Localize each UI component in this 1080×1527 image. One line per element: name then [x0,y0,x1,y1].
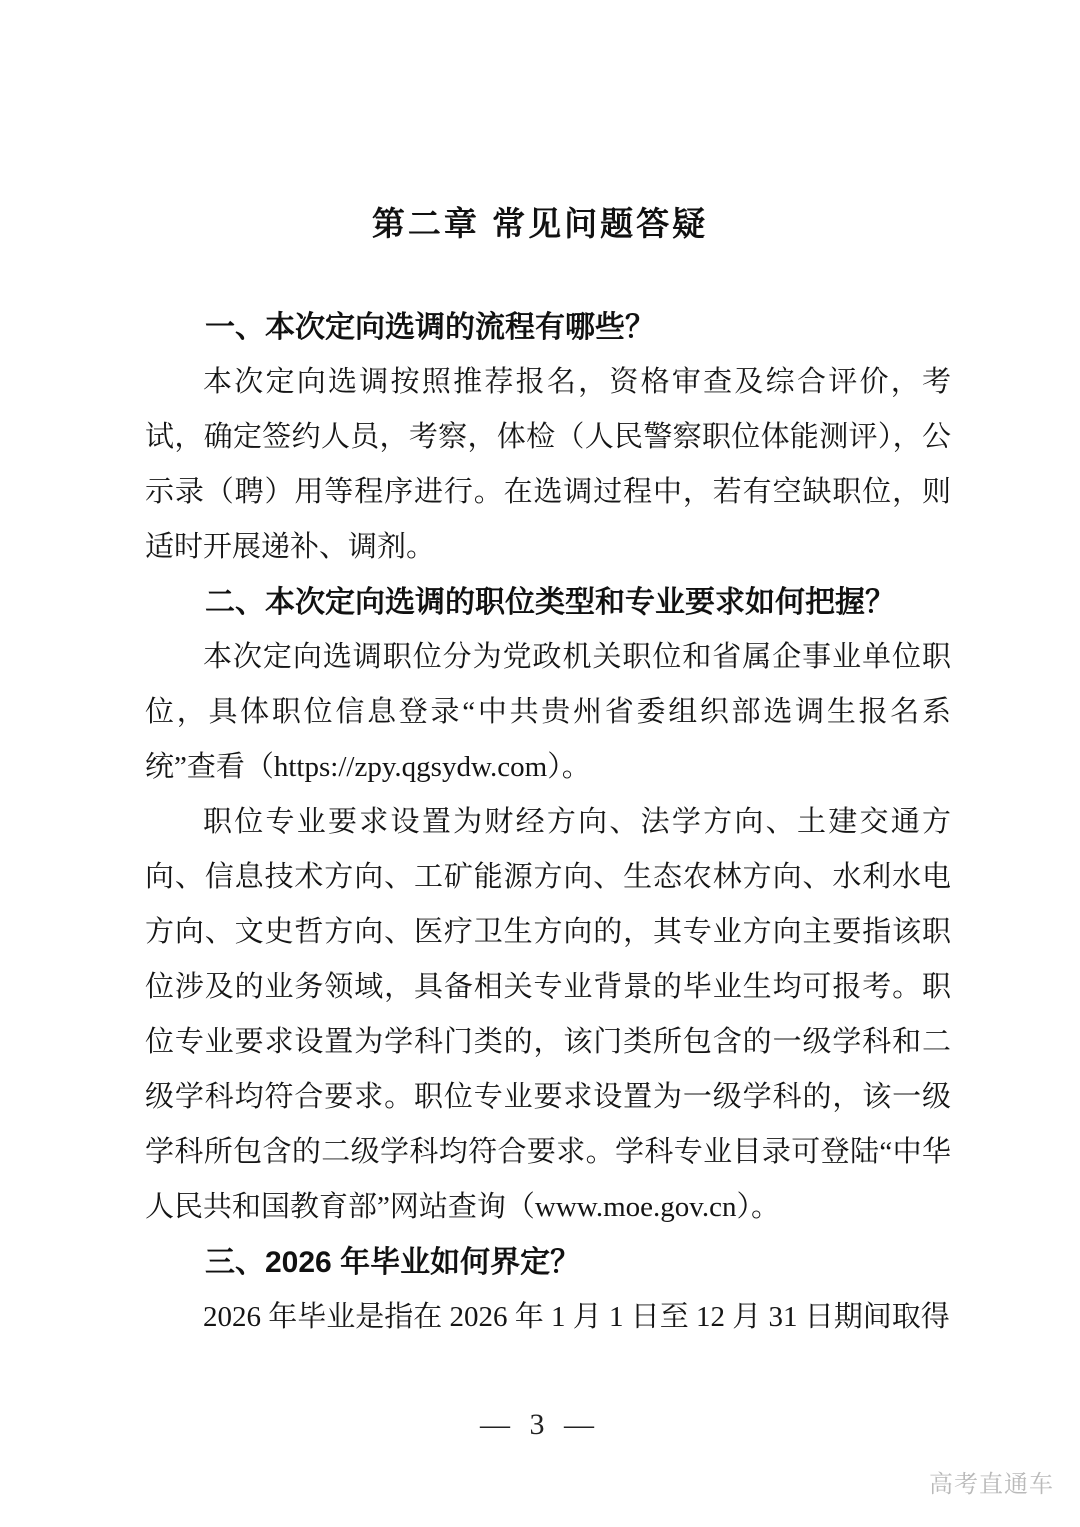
chapter-title: 第二章 常见问题答疑 [371,205,709,242]
page-number: — 3 — [480,1408,600,1441]
document-body [145,300,951,1345]
section-2-paragraph-1: 本次定向选调职位分为党政机关职位和省属企事业单位职位，具体职位信息登录“中共贵州省委组织部选调生报名系统”查看（https://zpy.qgsydw.com）。 [145,641,951,783]
section-1-heading: 一、本次定向选调的流程有哪些？ [205,311,655,344]
section-3-paragraph-1: 2026 年毕业是指在 2026 年 1 月 1 日至 12 月 31 日期间取得 [203,1301,950,1333]
watermark: 高考直通车 [929,1471,1054,1498]
section-2-heading: 二、本次定向选调的职位类型和专业要求如何把握？ [205,586,895,619]
section-1-paragraph-1: 本次定向选调按照推荐报名，资格审查及综合评价，考试，确定签约人员，考察，体检（人民警察职位体能测评），公示录（聘）用等程序进行。在选调过程中，若有空缺职位，则适时开展递补、调剂。 [145,366,951,563]
section-2-paragraph-2: 职位专业要求设置为财经方向、法学方向、土建交通方向、信息技术方向、工矿能源方向、生态农林方向、水利水电方向、文史哲方向、医疗卫生方向的，其专业方向主要指该职位涉及的业务领域，具备相关专业背景的毕业生均可报考。职位专业要求设置为学科门类的，该门类所包含的一级学科和二级学科均符合要求。职位专业要求设置为一级学科的，该一级学科所包含的二级学科均符合要求。学科专业目录可登陆“中华人民共和国教育部”网站查询（www.moe.gov.cn）。 [145,806,951,1223]
section-3-heading: 三、2026 年毕业如何界定？ [205,1246,581,1279]
